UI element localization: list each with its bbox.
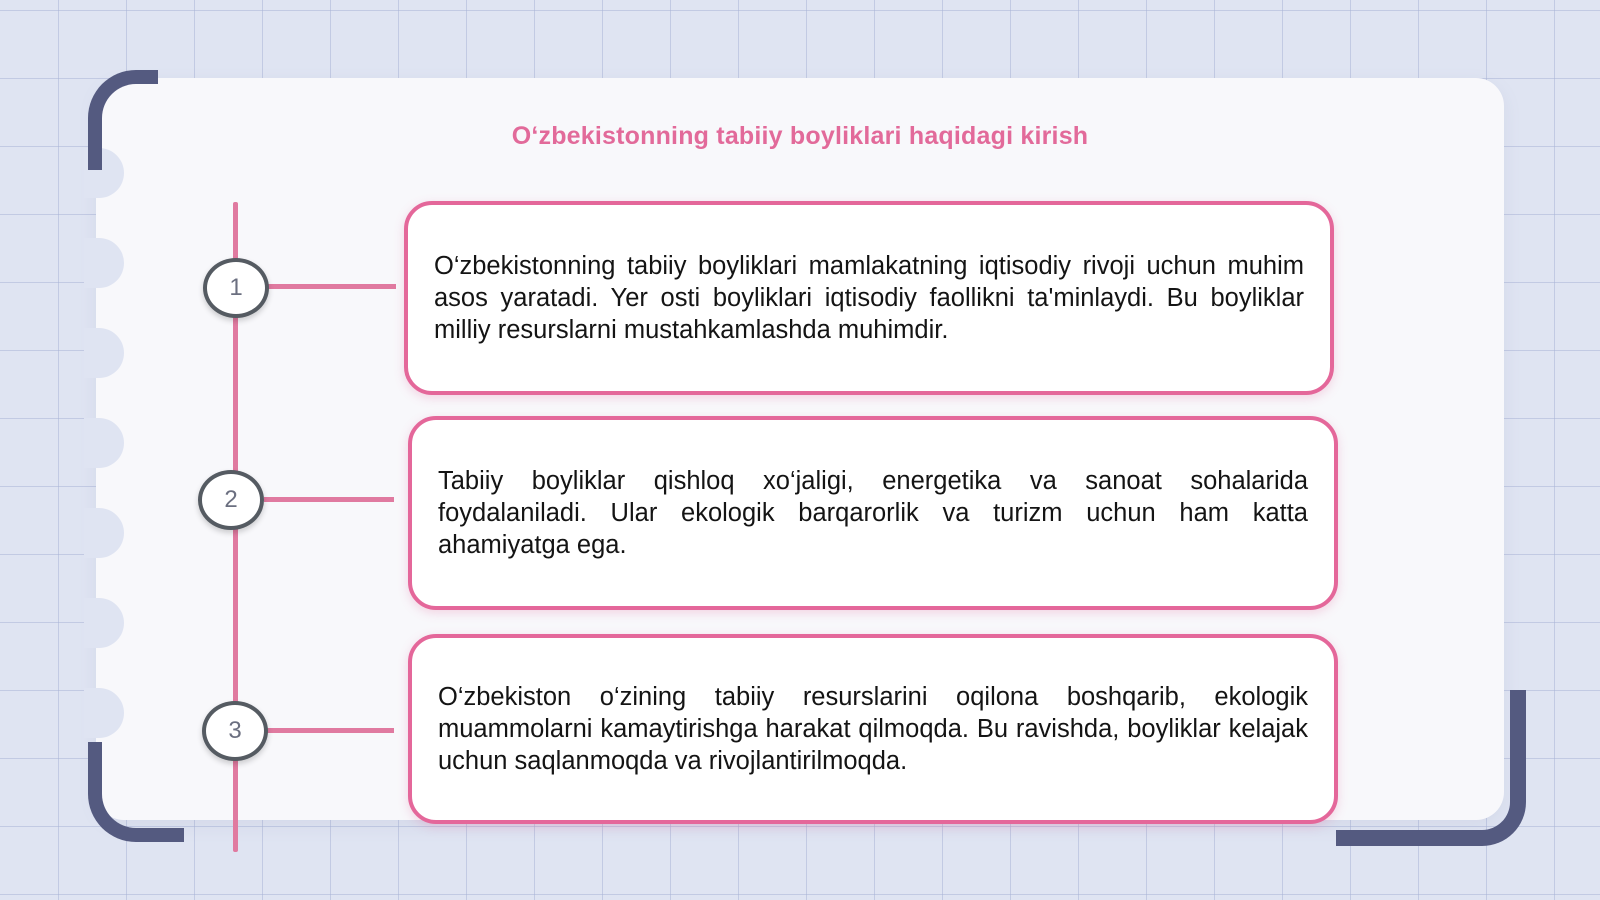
- timeline-connector-1: [266, 284, 396, 289]
- timeline-connector-2: [264, 497, 394, 502]
- info-text: O‘zbekiston o‘zining tabiiy resurslarini oqilona boshqarib, ekologik muammolarni kamaytirishga harakat qilmoqda. Bu ravishda, boyliklar kelajak uchun saqlanmoqda va rivojlantirilmoqda.: [438, 683, 1308, 775]
- step-number: 2: [224, 486, 238, 513]
- info-text: O‘zbekistonning tabiiy boyliklari mamlakatning iqtisodiy rivoji uchun muhim asos yaratadi. Yer osti boyliklari iqtisodiy faollikni ta'minlaydi. Bu boyliklar milliy resurslarni mustahkamlashda muhimdir.: [434, 252, 1304, 344]
- step-number: 1: [229, 274, 243, 301]
- timeline-marker-1: [203, 258, 269, 318]
- info-box-2: [408, 416, 1338, 610]
- info-box-1: [404, 201, 1334, 395]
- step-number: 3: [228, 717, 242, 744]
- corner-bracket-top-left: [88, 70, 158, 170]
- slide-title: O‘zbekistonning tabiiy boyliklari haqidagi kirish: [511, 122, 1089, 150]
- timeline-marker-3: [202, 701, 268, 761]
- corner-bracket-bottom-left: [88, 742, 184, 842]
- info-text: Tabiiy boyliklar qishloq xo‘jaligi, energetika va sanoat sohalarida foydalaniladi. Ular ekologik barqarorlik va turizm uchun ham katta ahamiyatga ega.: [438, 467, 1308, 559]
- info-box-3: [408, 634, 1338, 824]
- corner-bracket-bottom-right: [1336, 690, 1526, 846]
- timeline-connector-3: [266, 728, 394, 733]
- timeline-marker-2: [198, 470, 264, 530]
